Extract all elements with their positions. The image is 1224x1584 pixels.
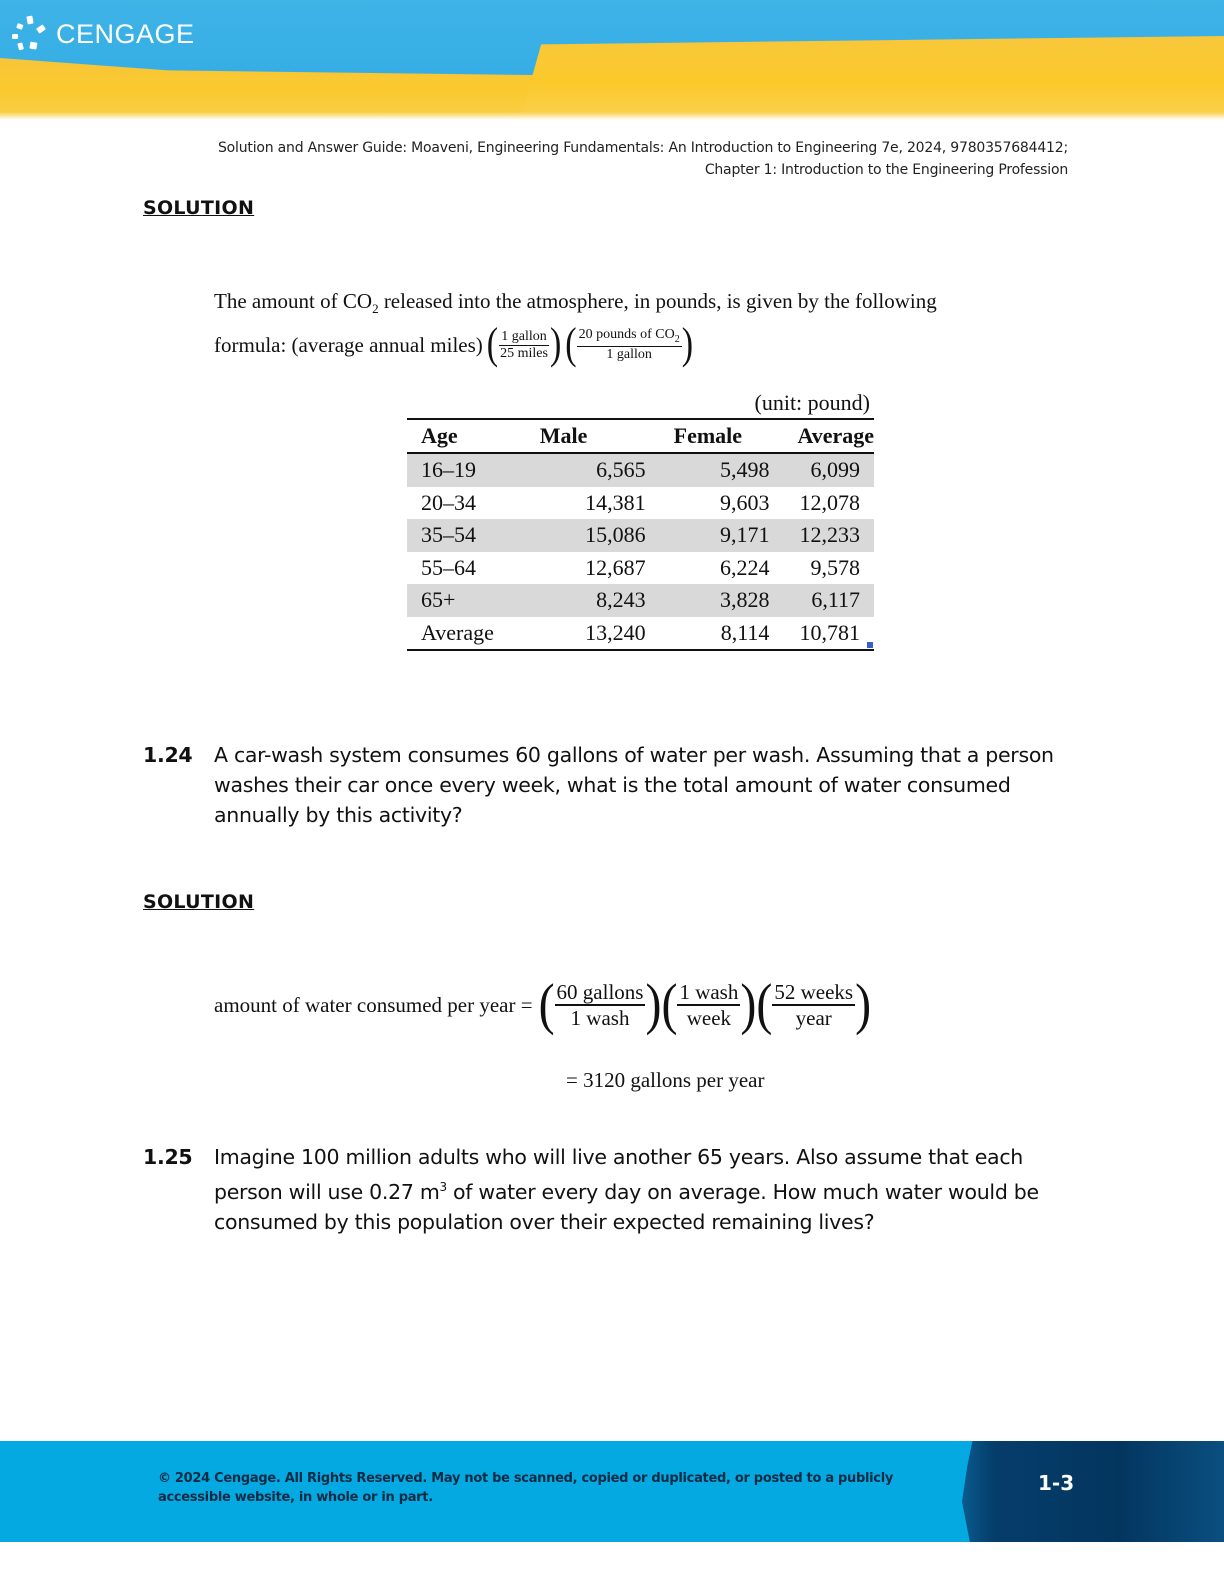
- problem-number: 1.24: [143, 743, 193, 767]
- cell-male: 12,687: [585, 554, 646, 580]
- cell-average: 6,117: [783, 584, 874, 617]
- cell-male: 14,381: [585, 489, 646, 515]
- cell-female: 8,114: [720, 619, 770, 645]
- running-header-line2: Chapter 1: Introduction to the Engineering Profession: [704, 162, 1068, 178]
- column-header-male: Male: [539, 423, 588, 448]
- cell-female: 5,498: [660, 453, 784, 487]
- equation-lhs: amount of water consumed per year =: [214, 992, 533, 1017]
- co2-intro-line: [214, 283, 1044, 327]
- table-row: [407, 552, 874, 585]
- co2-intro-paragraph: [214, 283, 1044, 369]
- cell-average: 12,233: [783, 519, 874, 552]
- table-resize-handle-icon: [867, 642, 873, 648]
- data-table: [407, 418, 874, 651]
- intro-text: The amount of CO: [214, 289, 373, 313]
- cell-male: 15,086: [526, 519, 660, 552]
- running-header: [218, 137, 1068, 181]
- co2-emissions-table: [407, 388, 874, 651]
- cell-age: 35–54: [407, 519, 526, 552]
- cell-age: 16–19: [407, 453, 526, 487]
- table-unit-label: (unit: pound): [754, 390, 870, 415]
- problem-1-24: [143, 740, 1073, 830]
- intro-text-cont: released into the atmosphere, in pounds, is given by the following: [378, 289, 937, 313]
- fraction-numerator: 1 gallon: [499, 329, 549, 346]
- table-row: [407, 519, 874, 552]
- formula-label: formula: (average annual miles): [214, 333, 483, 358]
- cell-male: 13,240: [585, 619, 646, 645]
- cell-female: 9,603: [719, 489, 770, 515]
- fraction-numerator: 20 pounds of $CO_2$: [578, 327, 680, 346]
- co2-formula: [214, 320, 1044, 369]
- fraction-denominator: 25 miles: [500, 345, 548, 361]
- header-banner: [0, 0, 1224, 120]
- table-header-row: [407, 419, 874, 453]
- problem-1-25: [143, 1142, 1073, 1237]
- fraction-gallons-per-wash: $\frac{\text{60 gallons}}{\text{1 wash}}$: [556, 980, 644, 1031]
- equation-result: = 3120 gallons per year: [566, 1068, 765, 1092]
- footer-dark-block: [962, 1441, 1224, 1542]
- table-row-average: [407, 617, 874, 651]
- cengage-logo-icon: [10, 14, 50, 54]
- problem-text: Imagine 100 million adults who will live another 65 years. Also assume that each person will use 0.27 $m^3$ of water every day on average. How much water would be consumed by this population over their expected remaining lives?: [214, 1145, 1039, 1234]
- cell-age: 20–34: [421, 489, 476, 515]
- cell-male: 8,243: [526, 584, 660, 617]
- column-header-female: Female: [673, 423, 743, 448]
- cell-female: 3,828: [660, 584, 784, 617]
- page-footer: [0, 1441, 1224, 1542]
- problem-text: A car-wash system consumes 60 gallons of water per wash. Assuming that a person washes their car once every week, what is the total amount of water consumed annually by this activity?: [214, 743, 1054, 827]
- table-row: [407, 487, 874, 520]
- table-row: [407, 453, 874, 487]
- cell-average: 6,099: [783, 453, 874, 487]
- cell-age: 55–64: [421, 554, 476, 580]
- cell-male: 6,565: [526, 453, 660, 487]
- copyright-notice: © 2024 Cengage. All Rights Reserved. May not be scanned, copied or duplicated, or posted to a publicly accessible website, in whole or in part.: [158, 1471, 894, 1505]
- fraction-wash-per-week: $\frac{\text{1 wash}}{\text{week}}$: [679, 980, 739, 1031]
- running-header-line1: Solution and Answer Guide: Moaveni, Engineering Fundamentals: An Introduction to Engineering 7e, 2024, 9780357684412;: [218, 140, 1068, 156]
- cell-female: 9,171: [660, 519, 784, 552]
- cell-age: Average: [421, 619, 494, 645]
- water-consumption-equation: amount of water consumed per year = ( $\frac{\text{60 gallons}}{\text{1 wash}}$ ) ( $\frac{\text{1 wash}}{\text{week}}$ ) ( $\frac{\text{52 weeks}}{\text{year}}$ ): [214, 972, 872, 1037]
- problem-number: 1.25: [143, 1145, 193, 1169]
- fraction-gallon-per-miles: ( $\frac{\text{1 gallon}}{\text{25 miles}}$ ): [486, 320, 562, 369]
- fraction-denominator: 1 gallon: [606, 346, 652, 362]
- banner-yellow-band-right: [520, 36, 1224, 120]
- banner-fade: [0, 112, 1224, 120]
- page-number: 1-3: [1038, 1471, 1075, 1495]
- fraction-co2-per-gallon: ( $\frac{20 pounds of CO_2}{\text{1 gallon}}$ ): [565, 320, 694, 369]
- cell-age: 65+: [407, 584, 526, 617]
- solution-heading-1: SOLUTION: [143, 197, 255, 219]
- cell-average: 10,781: [783, 617, 874, 651]
- logo-text: CENGAGE: [56, 18, 195, 49]
- column-header-average: Average: [797, 423, 874, 448]
- cell-average: 9,578: [810, 554, 860, 580]
- cengage-logo: [10, 14, 195, 54]
- cell-female: 6,224: [719, 554, 770, 580]
- co2-subscript: 2: [372, 301, 379, 317]
- cell-average: 12,078: [799, 489, 860, 515]
- table-row: [407, 584, 874, 617]
- solution-heading-2: SOLUTION: [143, 891, 255, 913]
- column-header-age: Age: [421, 423, 458, 448]
- fraction-weeks-per-year: $\frac{\text{52 weeks}}{\text{year}}$: [774, 980, 854, 1031]
